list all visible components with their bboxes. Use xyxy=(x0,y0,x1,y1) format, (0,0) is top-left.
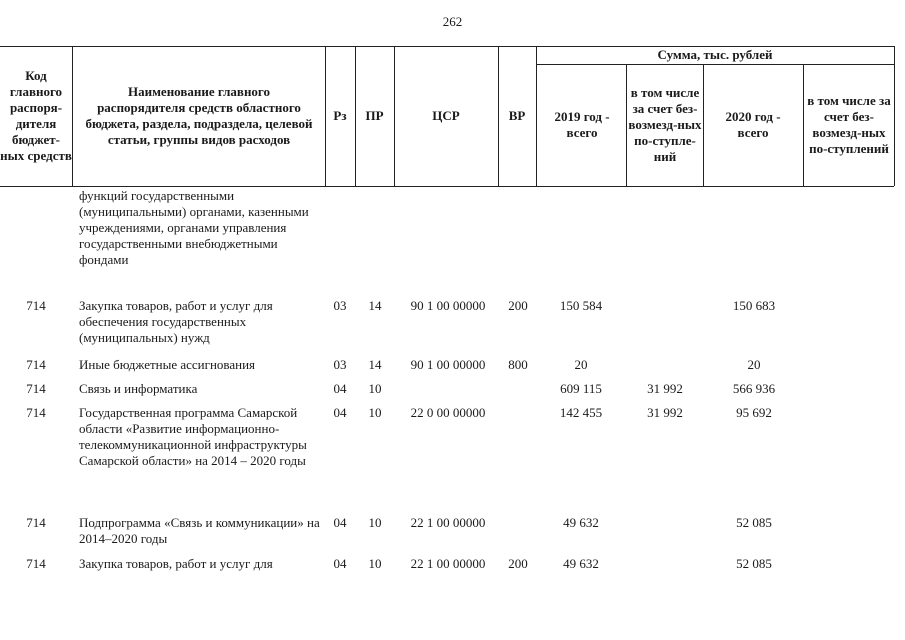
row-pr: 14 xyxy=(368,298,382,313)
header-csr: ЦСР xyxy=(432,108,460,123)
header-2019-total: 2019 год - всего xyxy=(554,109,610,140)
row-pr: 10 xyxy=(368,381,382,396)
row-code: 714 xyxy=(26,357,46,372)
row-csr: 22 0 00 00000 xyxy=(410,405,486,420)
row-pr: 10 xyxy=(368,405,382,420)
row-rz: 04 xyxy=(333,556,347,571)
header-vr: ВР xyxy=(508,108,526,123)
row-2019-total: 609 115 xyxy=(560,381,602,396)
row-2020-total: 566 936 xyxy=(732,381,776,396)
row-name: Государственная программа Самарской области «Развитие информационно-телекоммуникационной инфраструктуры Самарской области» на 2014 – 2020 годы xyxy=(79,405,307,468)
table-header xyxy=(0,46,894,186)
row-code: 714 xyxy=(26,405,46,420)
header-2020-total: 2020 год - всего xyxy=(725,109,781,140)
row-name: Закупка товаров, работ и услуг для обеспечения государственных (муниципальных) нужд xyxy=(79,298,273,345)
row-rz: 03 xyxy=(333,298,347,313)
row-csr: 90 1 00 00000 xyxy=(410,357,486,372)
row-rz: 04 xyxy=(333,405,347,420)
row-2020-total: 52 085 xyxy=(736,515,772,530)
row-name: функций государственными (муниципальными) органами, казенными учреждениями, органами управления государственными внебюджетными фондами xyxy=(79,188,309,267)
row-2019-total: 49 632 xyxy=(563,515,599,530)
row-csr: 22 1 00 00000 xyxy=(410,515,486,530)
col-divider xyxy=(894,46,895,186)
row-rz: 04 xyxy=(333,515,347,530)
header-name: Наименование главного распорядителя средств областного бюджета, раздела, подраздела, целевой статьи, группы видов расходов xyxy=(85,84,313,147)
row-name: Закупка товаров, работ и услуг для xyxy=(79,556,273,571)
row-rz: 03 xyxy=(333,357,347,372)
row-pr: 14 xyxy=(368,357,382,372)
row-code: 714 xyxy=(26,556,46,571)
row-2020-total: 20 xyxy=(747,357,761,372)
row-code: 714 xyxy=(26,381,46,396)
row-vr: 200 xyxy=(508,298,528,313)
header-2019-free: в том числе за счет без-возмезд-ных по-ступле-ний xyxy=(628,85,702,164)
row-2020-total: 52 085 xyxy=(736,556,772,571)
page-number: 262 xyxy=(442,14,463,29)
header-pr: ПР xyxy=(365,108,384,123)
row-pr: 10 xyxy=(368,515,382,530)
row-name: Подпрограмма «Связь и коммуникации» на 2014–2020 годы xyxy=(79,515,320,546)
row-code: 714 xyxy=(26,515,46,530)
row-code: 714 xyxy=(26,298,46,313)
col-divider xyxy=(72,46,73,186)
row-rz: 04 xyxy=(333,381,347,396)
header-bottom-rule xyxy=(0,186,894,187)
row-csr: 90 1 00 00000 xyxy=(410,298,486,313)
col-divider xyxy=(536,46,537,186)
row-vr: 200 xyxy=(508,556,528,571)
header-code: Код главного распоря-дителя бюджет-ных средств xyxy=(0,68,72,163)
row-2020-total: 95 692 xyxy=(736,405,772,420)
row-2020-total: 150 683 xyxy=(732,298,776,313)
header-rz: Рз xyxy=(333,108,347,123)
row-2019-total: 49 632 xyxy=(563,556,599,571)
row-pr: 10 xyxy=(368,556,382,571)
header-sum: Сумма, тыс. рублей xyxy=(657,47,773,62)
row-vr: 800 xyxy=(508,357,528,372)
row-2019-total: 142 455 xyxy=(559,405,603,420)
row-2019-total: 150 584 xyxy=(559,298,603,313)
header-2020-free: в том числе за счет без-возмезд-ных по-ступлений xyxy=(807,93,891,156)
row-name: Иные бюджетные ассигнования xyxy=(79,357,256,372)
row-2019-free: 31 992 xyxy=(647,405,683,420)
row-csr: 22 1 00 00000 xyxy=(410,556,486,571)
row-2019-total: 20 xyxy=(574,357,588,372)
row-name: Связь и информатика xyxy=(79,381,198,396)
col-divider xyxy=(803,64,804,186)
col-divider xyxy=(703,64,704,186)
row-2019-free: 31 992 xyxy=(647,381,683,396)
